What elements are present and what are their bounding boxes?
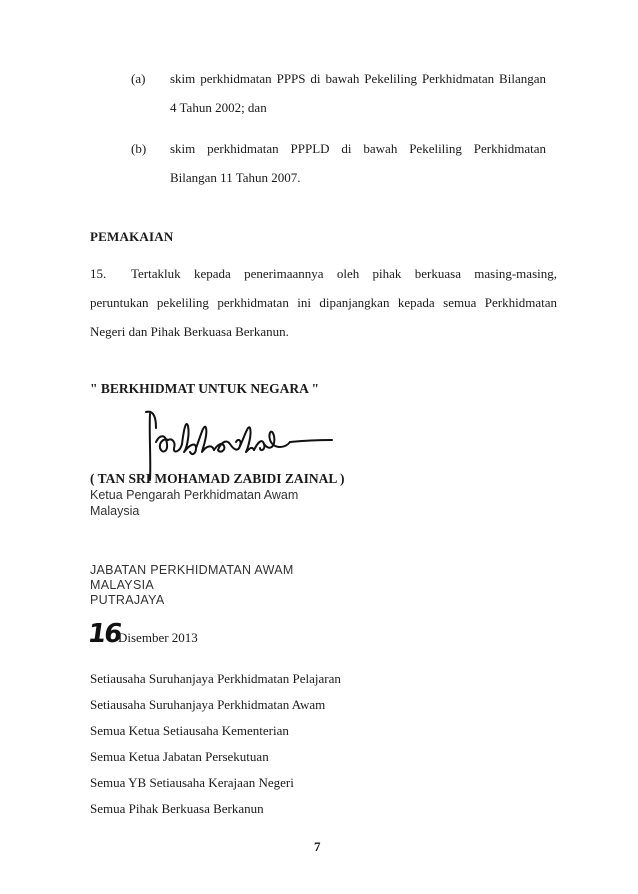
department-line1: JABATAN PERKHIDMATAN AWAM bbox=[90, 563, 294, 577]
distribution-item: Semua YB Setiausaha Kerajaan Negeri bbox=[90, 775, 294, 790]
item-a-line2: 4 Tahun 2002; dan bbox=[170, 100, 267, 115]
signatory-country: Malaysia bbox=[90, 504, 140, 518]
paragraph-line2: peruntukan pekeliling perkhidmatan ini dipanjangkan kepada semua Perkhidmatan bbox=[90, 295, 557, 310]
signatory-name: ( TAN SRI MOHAMAD ZABIDI ZAINAL ) bbox=[90, 471, 345, 486]
distribution-item: Setiausaha Suruhanjaya Perkhidmatan Awam bbox=[90, 697, 326, 712]
section-heading: PEMAKAIAN bbox=[90, 229, 174, 244]
date-day-handwritten: 16 bbox=[85, 619, 123, 649]
paragraph-number: 15. bbox=[90, 266, 107, 281]
signatory-title: Ketua Pengarah Perkhidmatan Awam bbox=[90, 488, 299, 502]
page-number: 7 bbox=[314, 839, 321, 854]
department-line2: MALAYSIA bbox=[90, 578, 154, 592]
distribution-item: Semua Pihak Berkuasa Berkanun bbox=[90, 801, 264, 816]
item-a-line1: skim perkhidmatan PPPS di bawah Pekeliling Perkhidmatan Bilangan bbox=[170, 71, 546, 86]
distribution-item: Semua Ketua Setiausaha Kementerian bbox=[90, 723, 289, 738]
item-b-label: (b) bbox=[131, 141, 147, 156]
department-line3: PUTRAJAYA bbox=[90, 593, 165, 607]
item-b-line2: Bilangan 11 Tahun 2007. bbox=[170, 170, 301, 185]
paragraph-line1: Tertakluk kepada penerimaannya oleh pihak berkuasa masing-masing, bbox=[131, 266, 557, 281]
paragraph-line3: Negeri dan Pihak Berkuasa Berkanun. bbox=[90, 324, 289, 339]
item-b-line1: skim perkhidmatan PPPLD di bawah Pekeliling Perkhidmatan bbox=[170, 141, 546, 156]
distribution-item: Setiausaha Suruhanjaya Perkhidmatan Pelajaran bbox=[90, 671, 341, 686]
motto: " BERKHIDMAT UNTUK NEGARA " bbox=[90, 381, 320, 396]
distribution-item: Semua Ketua Jabatan Persekutuan bbox=[90, 749, 269, 764]
item-a-label: (a) bbox=[131, 71, 146, 86]
date-month-year: Disember 2013 bbox=[118, 630, 198, 645]
